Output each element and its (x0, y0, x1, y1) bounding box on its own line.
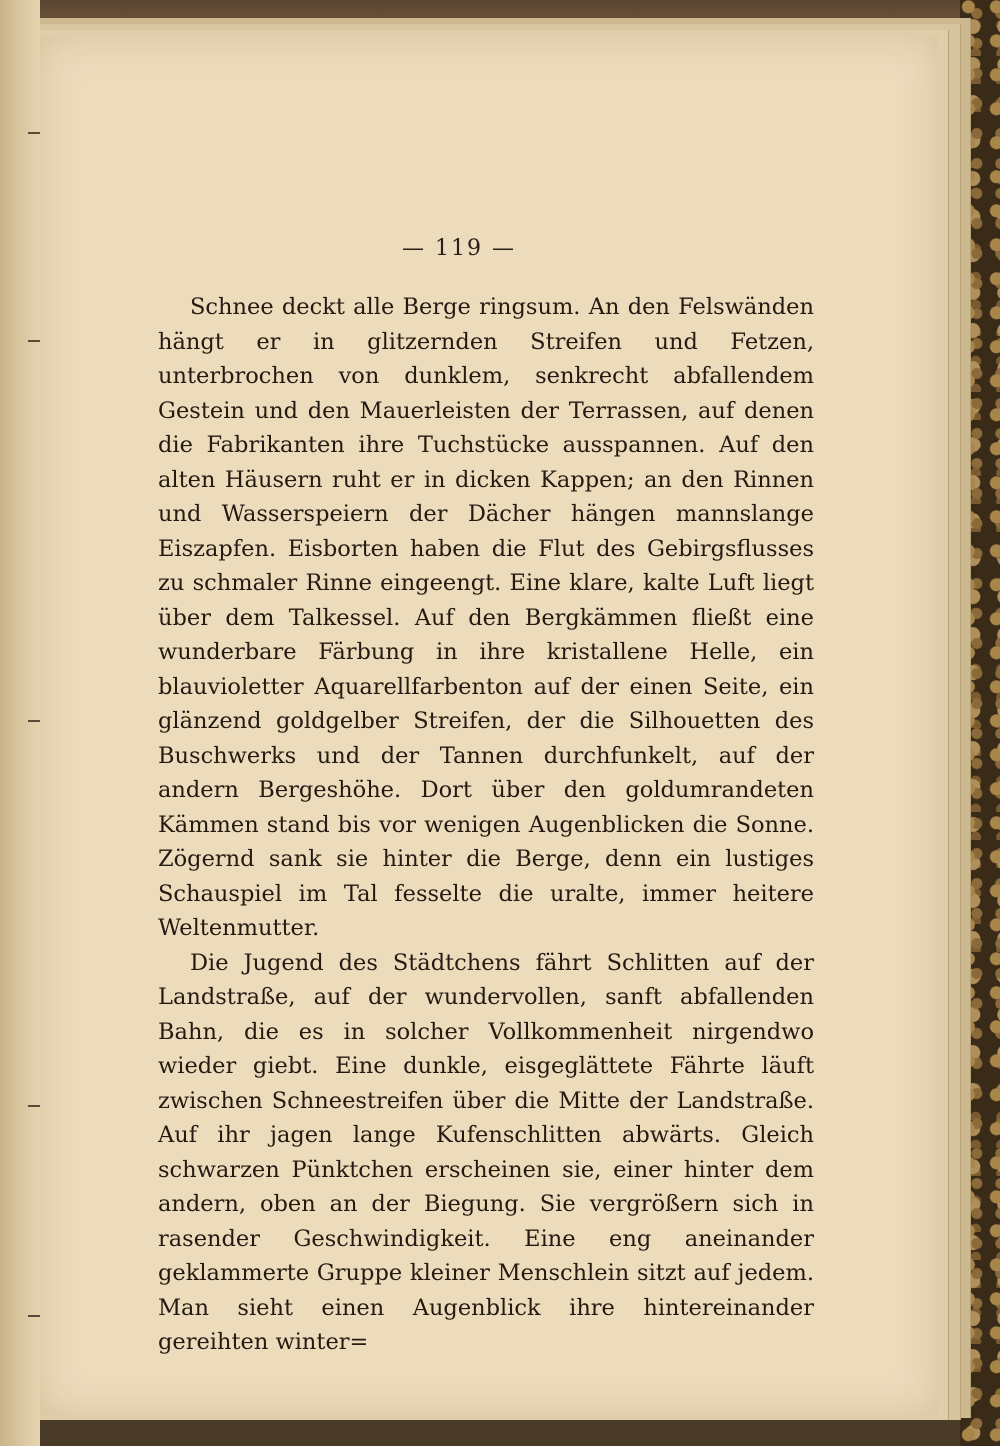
paragraph: Die Jugend des Städtchens fährt Schlitten auf der Landstraße, auf der wundervollen, sanft abfallenden Bahn, die es in solcher Vollkommenheit nirgendwo wieder giebt. Eine dunkle, eisgeglättete Fährte läuft zwischen Schneestreifen über die Mitte der Landstraße. Auf ihr jagen lange Kufenschlitten abwärts. Gleich schwarzen Pünktchen erscheinen sie, einer hinter dem andern, oben an der Biegung. Sie vergrößern sich in rasender Geschwindigkeit. Eine eng aneinander geklammerte Gruppe kleiner Menschlein sitzt auf jedem. Man sieht einen Augenblick ihre hintereinander gereihten winter= (158, 949, 814, 1355)
page-body-text (158, 290, 814, 1360)
page-number: — 119 — (402, 236, 516, 261)
book-page (40, 36, 938, 1416)
paragraph: Schnee deckt alle Berge ringsum. An den Felswänden hängt er in glitzernden Streifen und Fetzen, unterbrochen von dunklem, senkrecht abfallendem Gestein und den Mauerleisten der Terrassen, auf denen die Fabrikanten ihre Tuchstücke ausspannen. Auf den alten Häusern ruht er in dicken Kappen; an den Rinnen und Wasserspeiern der Dächer hängen mannslange Eiszapfen. Eisborten haben die Flut des Gebirgsflusses zu schmaler Rinne eingeengt. Eine klare, kalte Luft liegt über dem Talkessel. Auf den Bergkämmen fließt eine wunderbare Färbung in ihre kristallene Helle, ein blauvioletter Aquarellfarbenton auf der einen Seite, ein glänzend goldgelber Streifen, der die Silhouetten des Buschwerks und der Tannen durchfunkelt, auf der andern Bergeshöhe. Dort über den goldumrandeten Kämmen stand bis vor wenigen Augenblicken die Sonne. Zögernd sank sie hinter die Berge, denn ein lustiges Schauspiel im Tal fesselte die uralte, immer heitere Weltenmutter. (158, 294, 814, 941)
book-binding (0, 0, 40, 1446)
